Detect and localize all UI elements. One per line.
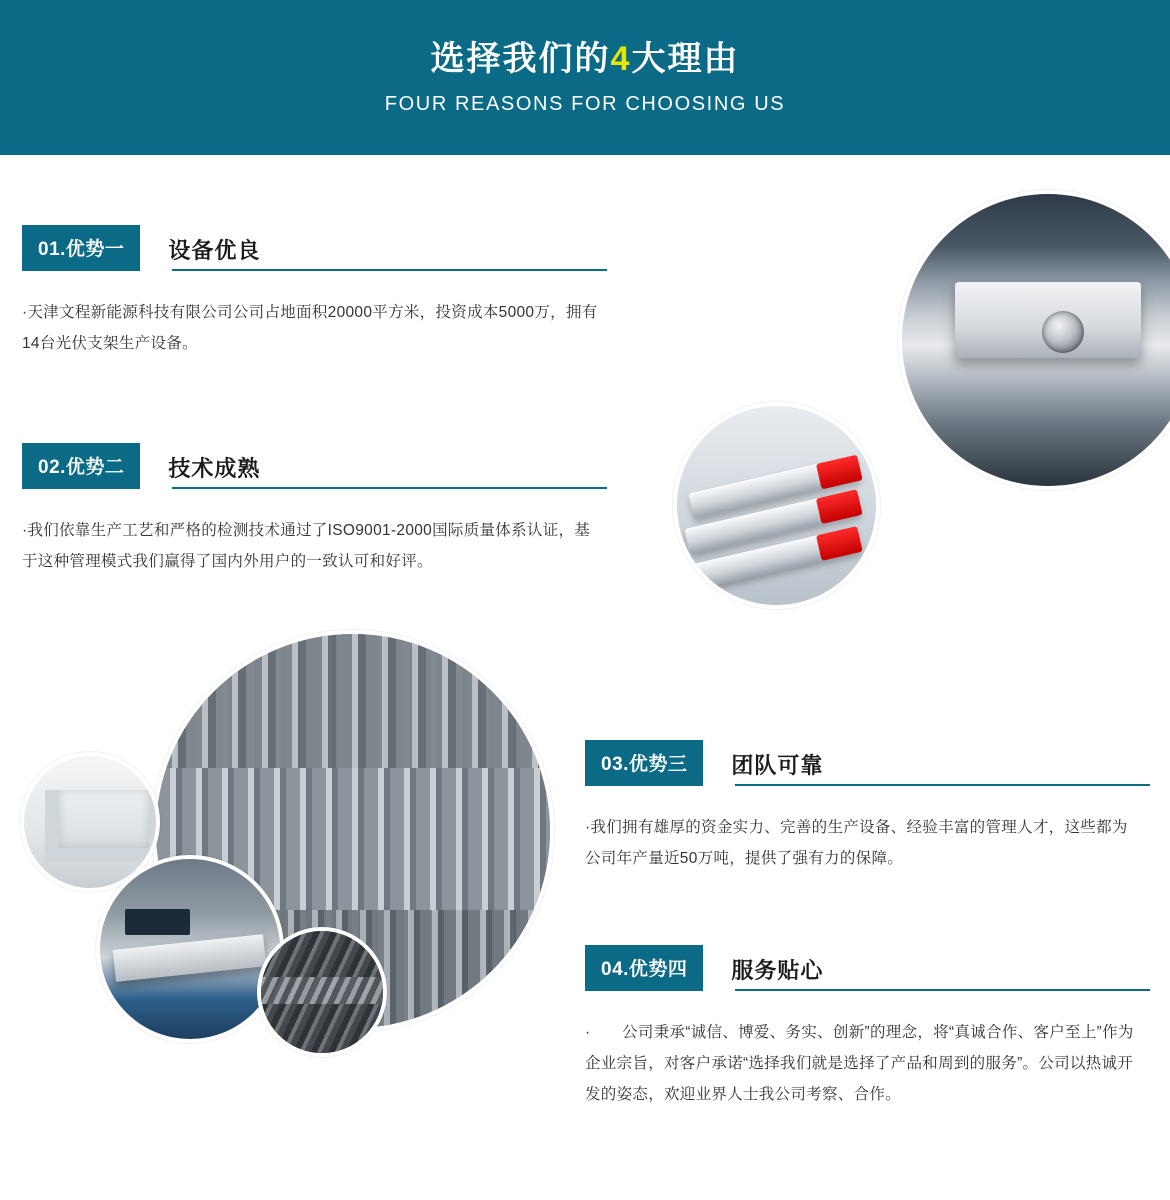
page-subtitle: FOUR REASONS FOR CHOOSING US (384, 93, 786, 116)
feature-03-body: ·我们拥有雄厚的资金实力、完善的生产设备、经验丰富的管理人才，这些都为公司年产量近50万吨，提供了强有力的保障。 (585, 819, 1128, 867)
feature-04-divider (735, 989, 1150, 991)
feature-01-divider (172, 269, 607, 271)
page-title-accent-number: 4 (610, 39, 632, 78)
page-title-prefix: 选择我们的 (430, 39, 611, 78)
feature-01-title: 设备优良 (168, 238, 261, 263)
page-title (431, 39, 740, 80)
bundle-photo (257, 927, 387, 1057)
feature-block-01 (22, 225, 607, 359)
feature-02-divider (172, 487, 607, 489)
feature-04-body: · 公司秉承“诚信、博爱、务实、创新”的理念，将“真诚合作、客户至上”作为企业宗旨，对客户承诺“选择我们就是选择了产品和周到的服务”。公司以热诚开发的姿态，欢迎业界人士我公司考察、合作。 (585, 1024, 1134, 1103)
feature-02-head (22, 443, 607, 489)
feature-01-tag: 01.优势一 (22, 225, 140, 271)
feature-01-body: ·天津文程新能源科技有限公司公司占地面积20000平方米，投资成本5000万，拥有14台光伏支架生产设备。 (22, 304, 598, 352)
feature-04-tag: 04.优势四 (585, 945, 703, 991)
feature-03-divider (735, 784, 1150, 786)
feature-04-title: 服务贴心 (731, 958, 824, 983)
feature-03-tag: 03.优势三 (585, 740, 703, 786)
feature-04-head (585, 945, 1150, 991)
feature-block-04 (585, 945, 1150, 1110)
feature-block-03 (585, 740, 1150, 874)
page-header-banner (0, 0, 1170, 155)
feature-02-body: ·我们依靠生产工艺和严格的检测技术通过了ISO9001-2000国际质量体系认证，基于这种管理模式我们赢得了国内外用户的一致认可和好评。 (22, 522, 591, 570)
rail-profiles-photo (673, 402, 880, 609)
feature-02-tag: 02.优势二 (22, 443, 140, 489)
feature-block-02 (22, 443, 607, 577)
content-sheet (0, 155, 1170, 1200)
feature-03-head (585, 740, 1150, 786)
page-title-suffix: 大理由 (631, 39, 740, 78)
feature-01-head (22, 225, 607, 271)
feature-03-title: 团队可靠 (731, 753, 824, 778)
feature-02-title: 技术成熟 (168, 456, 261, 481)
production-machine-photo (96, 855, 284, 1043)
solar-mount-clamp-photo (898, 190, 1170, 490)
